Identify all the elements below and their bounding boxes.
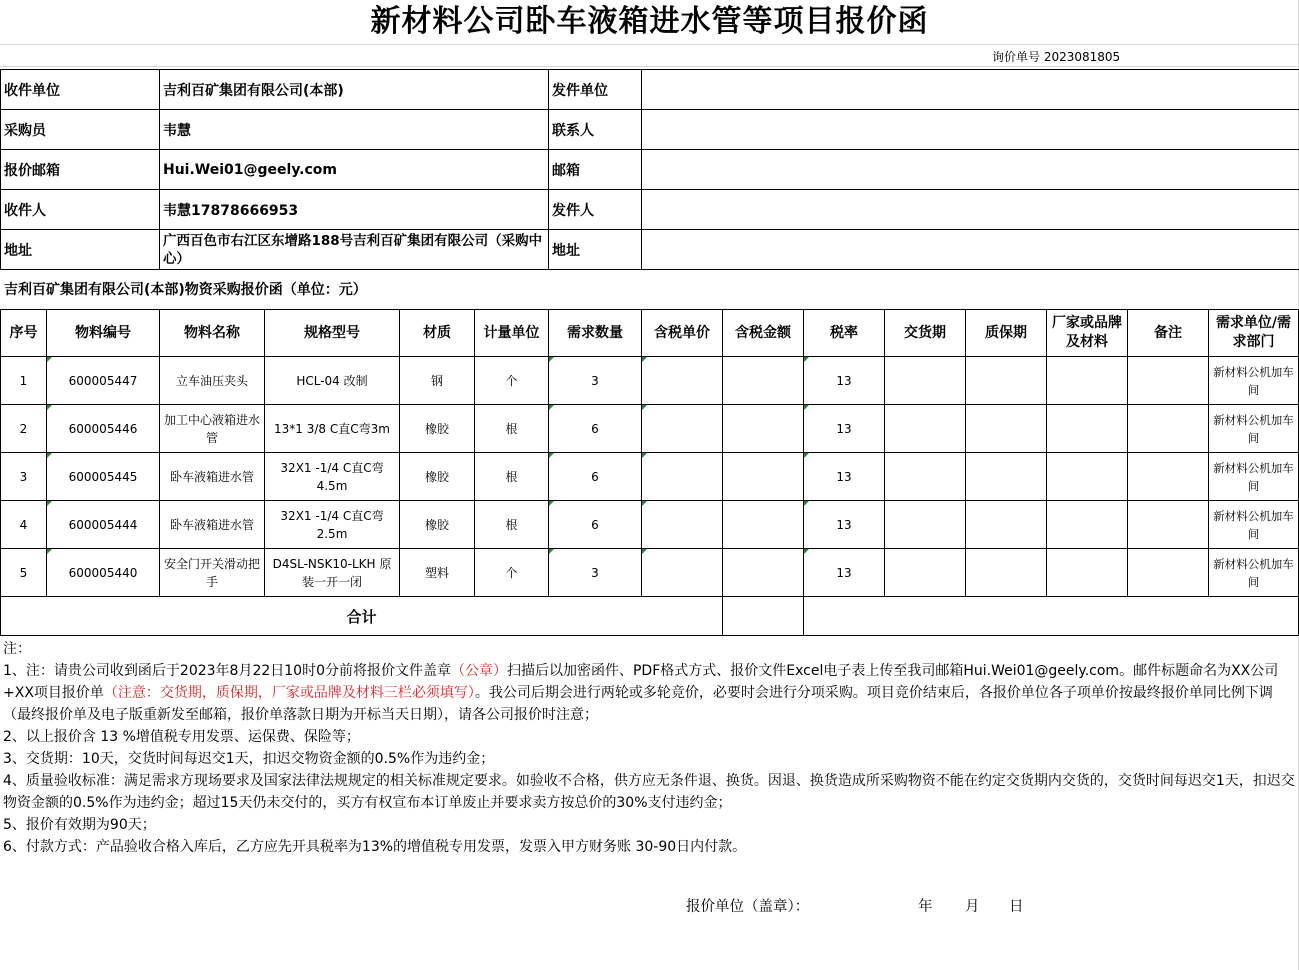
cell-qty: 3 xyxy=(549,357,642,405)
table-row xyxy=(1,357,1299,405)
column-header: 规格型号 xyxy=(265,310,400,357)
gridline xyxy=(0,66,1299,67)
cell-tax: 13 xyxy=(804,501,885,549)
note-4: 4、质量验收标准：满足需求方现场要求及国家法律法规规定的相关标准规定要求。如验收不合格，供方应无条件退、换货。因退、换货造成所采购物资不能在约定交货期内交货的，交货时间每迟交1天，扣迟交物资金额的0.5%作为违约金；超过15天仍未交付的，买方有权宣布本订单废止并要求卖方按总价的30%支付违约金； xyxy=(3,773,1295,811)
recipient-label: 收件人 xyxy=(1,190,160,230)
cell-tax: 13 xyxy=(804,405,885,453)
cell-remark[interactable] xyxy=(1128,501,1209,549)
cell-brand[interactable] xyxy=(1047,453,1128,501)
cell-unit: 根 xyxy=(475,405,549,453)
cell-name: 安全门开关滑动把手 xyxy=(160,549,265,597)
cell-name: 加工中心液箱进水管 xyxy=(160,405,265,453)
cell-qty: 3 xyxy=(549,549,642,597)
cell-tax: 13 xyxy=(804,357,885,405)
cell-material: 钢 xyxy=(400,357,475,405)
info-row xyxy=(1,190,1299,230)
note-3: 3、交货期：10天，交货时间每迟交1天，扣迟交物资金额的0.5%作为违约金； xyxy=(3,751,495,767)
items-table xyxy=(0,309,1299,636)
cell-code: 600005447 xyxy=(47,357,160,405)
note-1-text-b: 扫描后以加密函件、PDF格式方式、报价文件Excel电子表上传至我司邮箱Hui.Wei01@geely.com。邮件标题命名为XX公司+XX项目报价单 xyxy=(3,663,1279,701)
items-body xyxy=(1,310,1299,636)
page-title: 新材料公司卧车液箱进水管等项目报价函 xyxy=(370,4,929,39)
inquiry-number xyxy=(992,49,1120,65)
cell-brand[interactable] xyxy=(1047,501,1128,549)
cell-dept: 新材料公机加车间 xyxy=(1209,501,1299,549)
contact-value[interactable] xyxy=(642,110,1299,150)
total-rest xyxy=(804,597,1299,636)
cell-no: 2 xyxy=(1,405,47,453)
gridline xyxy=(0,44,1299,45)
cell-dept: 新材料公机加车间 xyxy=(1209,549,1299,597)
inquiry-label: 询价单号 xyxy=(992,50,1041,64)
column-header: 质保期 xyxy=(966,310,1047,357)
cell-brand[interactable] xyxy=(1047,405,1128,453)
cell-brand[interactable] xyxy=(1047,549,1128,597)
cell-price[interactable] xyxy=(642,501,723,549)
cell-material: 塑料 xyxy=(400,549,475,597)
cell-delivery[interactable] xyxy=(885,453,966,501)
cell-warranty[interactable] xyxy=(966,405,1047,453)
info-row xyxy=(1,110,1299,150)
header-row xyxy=(1,310,1299,357)
send-unit-label: 发件单位 xyxy=(549,70,642,110)
cell-delivery[interactable] xyxy=(885,549,966,597)
note-6: 6、付款方式：产品验收合格入库后，乙方应先开具税率为13%的增值税专用发票，发票入甲方财务账 30-90日内付款。 xyxy=(3,839,747,855)
cell-remark[interactable] xyxy=(1128,453,1209,501)
cell-amount[interactable] xyxy=(723,453,804,501)
cell-price[interactable] xyxy=(642,549,723,597)
cell-unit: 个 xyxy=(475,357,549,405)
table-row xyxy=(1,549,1299,597)
column-header: 需求单位/需求部门 xyxy=(1209,310,1299,357)
info-table xyxy=(0,69,1299,270)
cell-no: 3 xyxy=(1,453,47,501)
sender-label: 发件人 xyxy=(549,190,642,230)
address-label: 地址 xyxy=(1,230,160,270)
cell-unit: 根 xyxy=(475,501,549,549)
cell-no: 1 xyxy=(1,357,47,405)
cell-spec: HCL-04 改制 xyxy=(265,357,400,405)
cell-brand[interactable] xyxy=(1047,357,1128,405)
cell-amount[interactable] xyxy=(723,357,804,405)
cell-dept: 新材料公机加车间 xyxy=(1209,405,1299,453)
cell-no: 5 xyxy=(1,549,47,597)
note-5: 5、报价有效期为90天； xyxy=(3,817,156,833)
note-1-red-seal: （公章） xyxy=(450,663,507,679)
column-header: 交货期 xyxy=(885,310,966,357)
table-row xyxy=(1,405,1299,453)
signature-label: 报价单位（盖章）： xyxy=(686,899,810,915)
cell-warranty[interactable] xyxy=(966,357,1047,405)
buyer-value[interactable]: 韦慧 xyxy=(160,110,549,150)
cell-name: 卧车液箱进水管 xyxy=(160,453,265,501)
cell-dept: 新材料公机加车间 xyxy=(1209,357,1299,405)
section-title: 吉利百矿集团有限公司(本部)物资采购报价函（单位：元） xyxy=(4,282,367,298)
recipient-value[interactable]: 韦慧17878666953 xyxy=(160,190,549,230)
cell-price[interactable] xyxy=(642,357,723,405)
signature-year: 年 xyxy=(918,899,933,915)
cell-spec: 32X1 -1/4 C直C弯4.5m xyxy=(265,453,400,501)
cell-tax: 13 xyxy=(804,453,885,501)
cell-no: 4 xyxy=(1,501,47,549)
table-row xyxy=(1,453,1299,501)
info-row xyxy=(1,230,1299,270)
column-header: 材质 xyxy=(400,310,475,357)
cell-price[interactable] xyxy=(642,453,723,501)
cell-material: 橡胶 xyxy=(400,453,475,501)
column-header: 计量单位 xyxy=(475,310,549,357)
contact-label: 联系人 xyxy=(549,110,642,150)
cell-delivery[interactable] xyxy=(885,357,966,405)
note-2: 2、以上报价含 13 %增值税专用发票、运保费、保险等； xyxy=(3,729,360,745)
column-header: 物料名称 xyxy=(160,310,265,357)
cell-unit: 根 xyxy=(475,453,549,501)
email-label: 报价邮箱 xyxy=(1,150,160,190)
cell-name: 立车油压夹头 xyxy=(160,357,265,405)
note-1-text-c: 。我公司后期会进行两轮或多轮竞价，必要时会进行分项采购。项目竞价结束后，各报价单位各子项单价按最终报价单同比例下调（最终报价单及电子版重新发至邮箱，报价单落款日期为开标当天日期），请各公司报价时注意； xyxy=(3,685,1273,723)
cell-material: 橡胶 xyxy=(400,501,475,549)
email-value[interactable]: Hui.Wei01@geely.com xyxy=(160,150,549,190)
mailbox-label: 邮箱 xyxy=(549,150,642,190)
cell-warranty[interactable] xyxy=(966,501,1047,549)
cell-amount[interactable] xyxy=(723,501,804,549)
cell-name: 卧车液箱进水管 xyxy=(160,501,265,549)
cell-remark[interactable] xyxy=(1128,405,1209,453)
column-header: 含税单价 xyxy=(642,310,723,357)
cell-warranty[interactable] xyxy=(966,453,1047,501)
cell-warranty[interactable] xyxy=(966,549,1047,597)
note-1 xyxy=(3,660,1295,726)
column-header: 备注 xyxy=(1128,310,1209,357)
column-header: 税率 xyxy=(804,310,885,357)
cell-code: 600005445 xyxy=(47,453,160,501)
cell-material: 橡胶 xyxy=(400,405,475,453)
total-amount[interactable] xyxy=(723,597,804,636)
recv-unit-label: 收件单位 xyxy=(1,70,160,110)
cell-spec: 32X1 -1/4 C直C弯2.5m xyxy=(265,501,400,549)
cell-remark[interactable] xyxy=(1128,549,1209,597)
inquiry-value: 2023081805 xyxy=(1043,50,1121,64)
total-label: 合计 xyxy=(1,597,723,636)
cell-delivery[interactable] xyxy=(885,501,966,549)
total-row xyxy=(1,597,1299,636)
buyer-label: 采购员 xyxy=(1,110,160,150)
cell-qty: 6 xyxy=(549,501,642,549)
column-header: 厂家或品牌及材料 xyxy=(1047,310,1128,357)
cell-qty: 6 xyxy=(549,453,642,501)
sender-value[interactable] xyxy=(642,190,1299,230)
column-header: 物料编号 xyxy=(47,310,160,357)
cell-spec: D4SL-NSK10-LKH 原装一开一闭 xyxy=(265,549,400,597)
note-1-text-a: 1、注：请贵公司收到函后于2023年8月22日10时0分前将报价文件盖章 xyxy=(3,663,451,679)
cell-amount[interactable] xyxy=(723,549,804,597)
cell-code: 600005444 xyxy=(47,501,160,549)
signature-day: 日 xyxy=(1009,899,1024,915)
cell-amount[interactable] xyxy=(723,405,804,453)
cell-dept: 新材料公机加车间 xyxy=(1209,453,1299,501)
table-row xyxy=(1,501,1299,549)
address2-label: 地址 xyxy=(549,230,642,270)
column-header: 序号 xyxy=(1,310,47,357)
notes xyxy=(3,638,1295,858)
mailbox-value[interactable] xyxy=(642,150,1299,190)
signature-month: 月 xyxy=(965,899,980,915)
cell-code: 600005440 xyxy=(47,549,160,597)
cell-unit: 个 xyxy=(475,549,549,597)
address2-value[interactable] xyxy=(642,230,1299,270)
notes-header: 注： xyxy=(3,641,31,657)
cell-price[interactable] xyxy=(642,405,723,453)
note-1-red-warning: （注意：交货期，质保期，厂家或品牌及材料三栏必须填写） xyxy=(103,685,475,701)
cell-spec: 13*1 3/8 C直C弯3m xyxy=(265,405,400,453)
cell-code: 600005446 xyxy=(47,405,160,453)
column-header: 含税金额 xyxy=(723,310,804,357)
recv-unit-value[interactable]: 吉利百矿集团有限公司(本部) xyxy=(160,70,549,110)
info-row xyxy=(1,150,1299,190)
info-row xyxy=(1,70,1299,110)
column-header: 需求数量 xyxy=(549,310,642,357)
send-unit-value[interactable] xyxy=(642,70,1299,110)
cell-tax: 13 xyxy=(804,549,885,597)
cell-qty: 6 xyxy=(549,405,642,453)
cell-delivery[interactable] xyxy=(885,405,966,453)
address-value[interactable]: 广西百色市右江区东增路188号吉利百矿集团有限公司（采购中心） xyxy=(160,230,549,270)
cell-remark[interactable] xyxy=(1128,357,1209,405)
